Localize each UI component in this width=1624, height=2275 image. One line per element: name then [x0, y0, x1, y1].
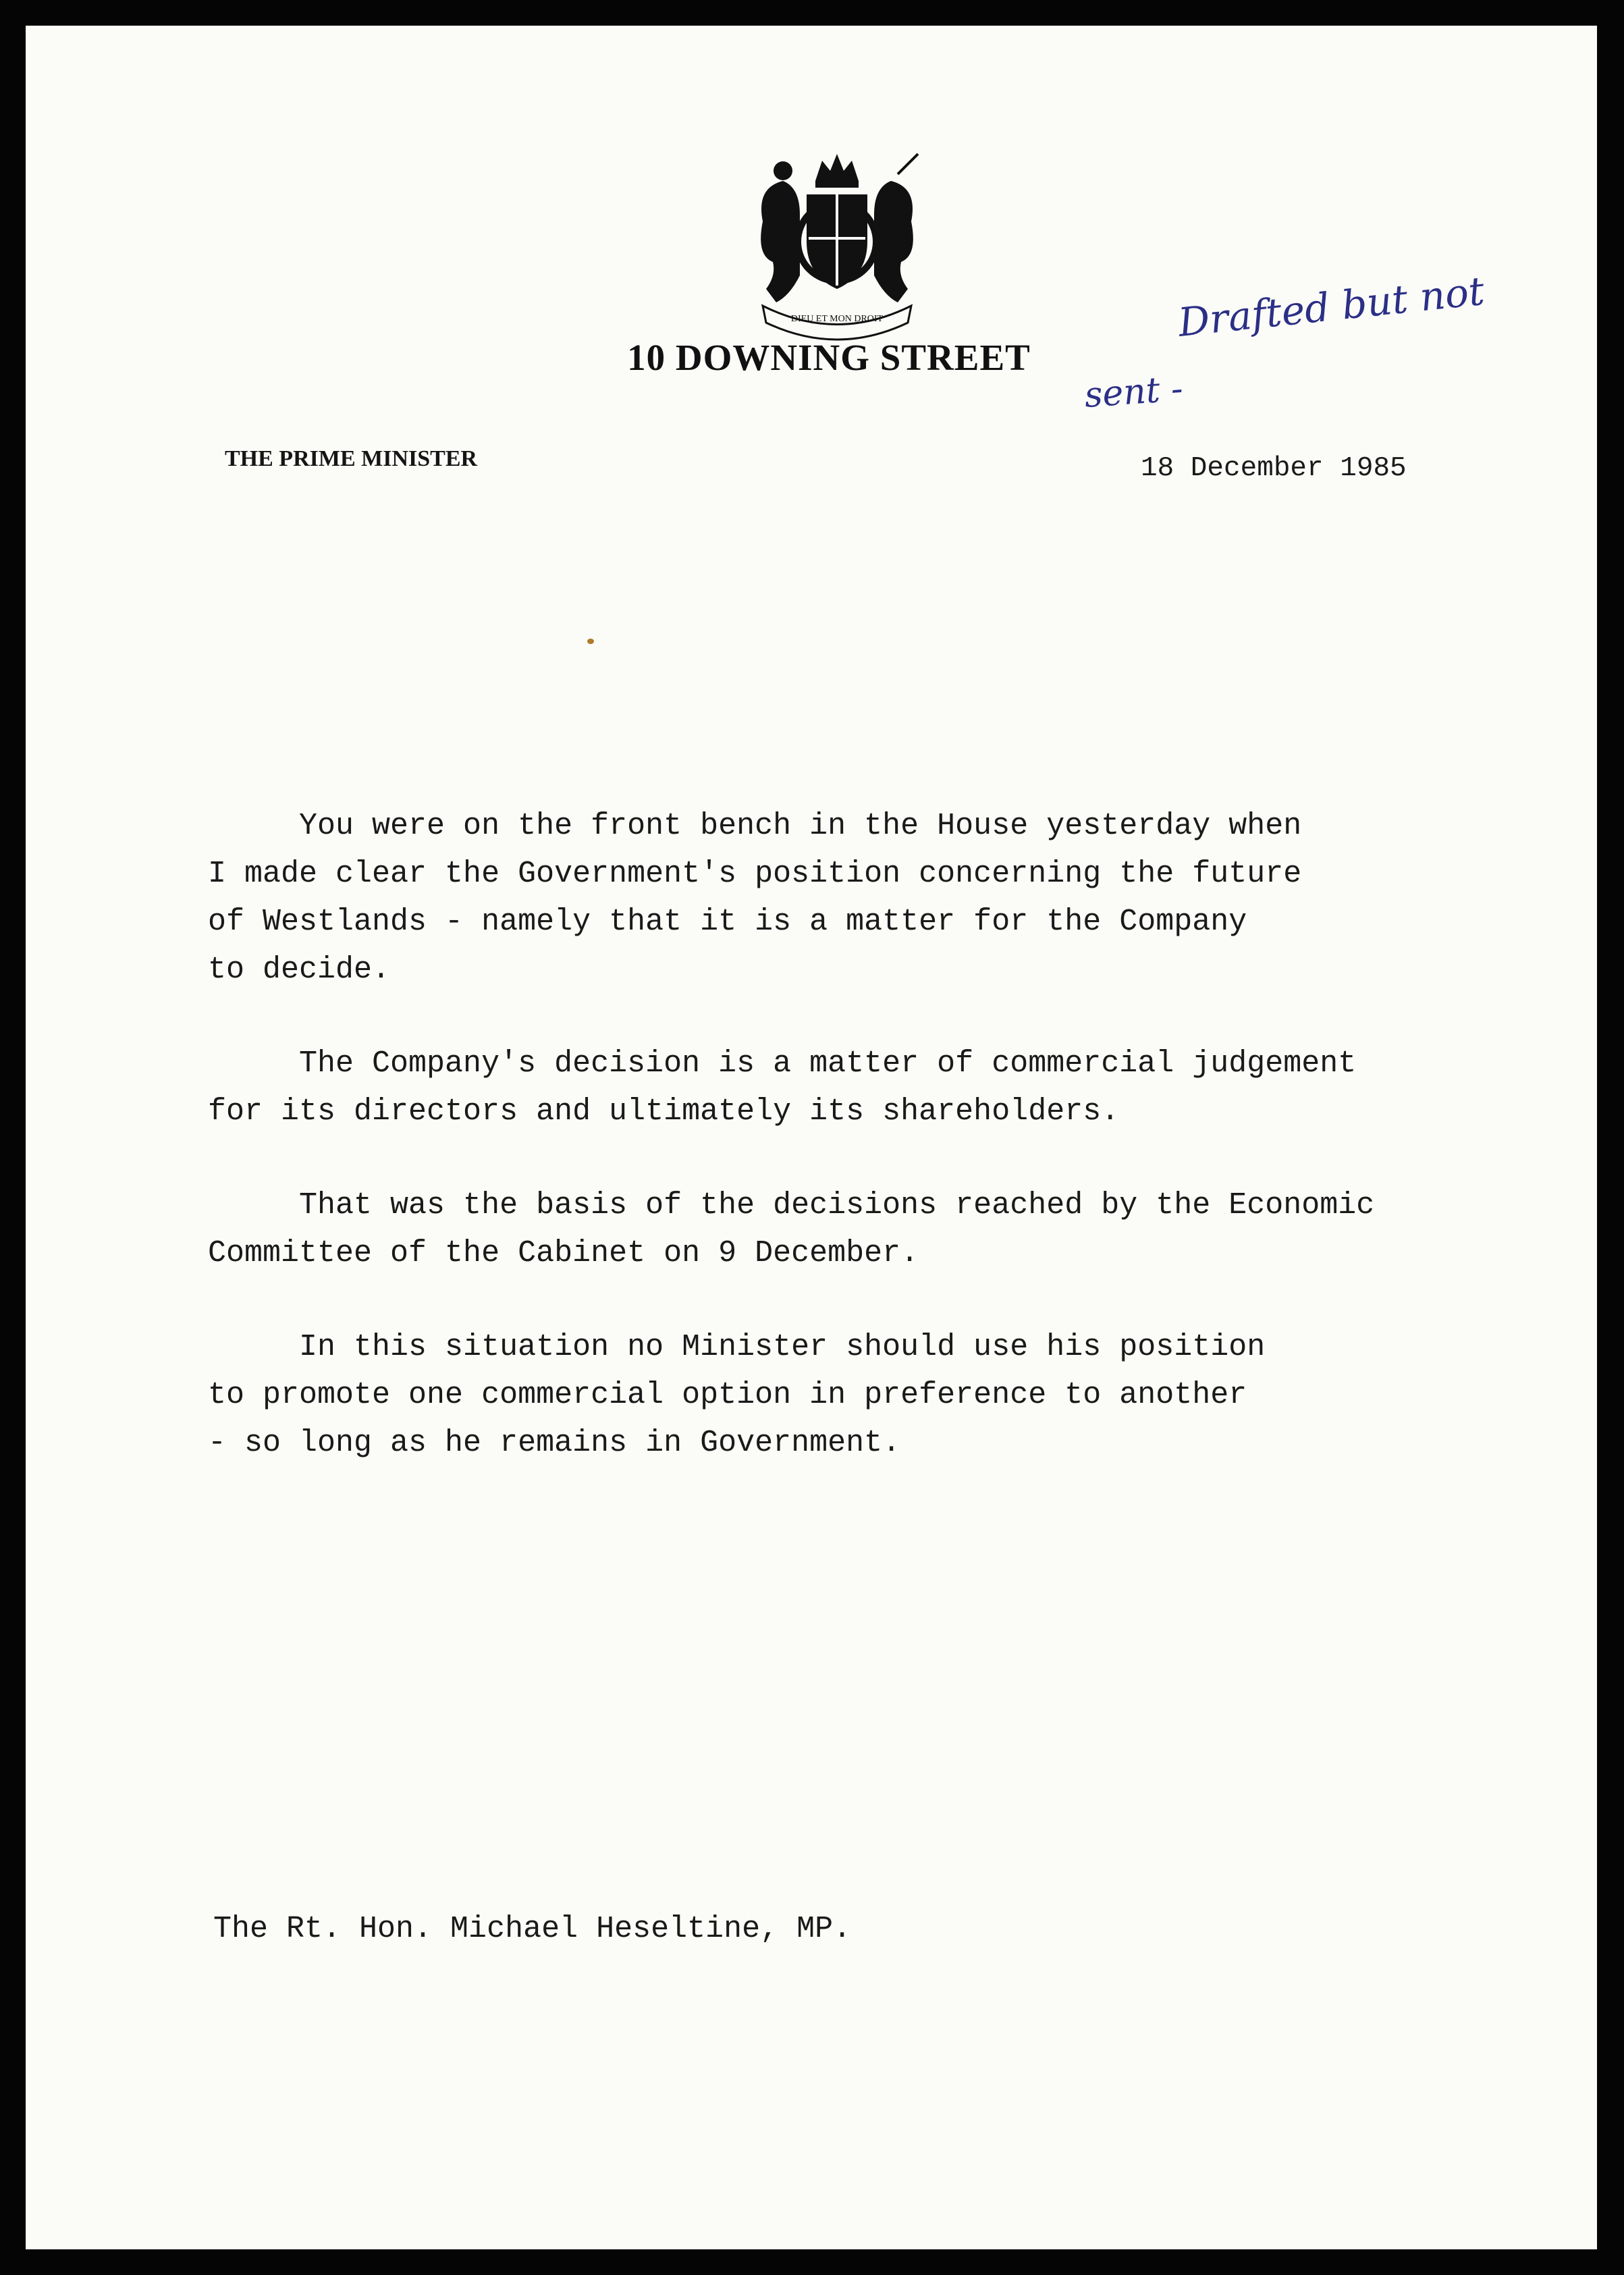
crest-motto: DIEU ET MON DROIT	[790, 314, 884, 324]
letterhead-sender: THE PRIME MINISTER	[225, 446, 478, 471]
letter-body	[208, 802, 1531, 1513]
annotation-line-2: sent -	[1083, 368, 1185, 416]
letter-date: 18 December 1985	[1141, 453, 1407, 484]
body-paragraph: You were on the front bench in the House yesterday when I made clear the Government's position concerning the future of Westlands - namely that it is a matter for the Company to decide.	[208, 809, 1302, 987]
annotation-line-1: Drafted but not	[1176, 267, 1487, 346]
letterhead-address: 10 DOWNING STREET	[627, 337, 1031, 378]
paper-stain	[587, 639, 594, 644]
royal-coat-of-arms-icon	[736, 140, 938, 343]
body-paragraph: The Company's decision is a matter of commercial judgement for its directors and ultimately its shareholders.	[208, 1046, 1357, 1129]
body-paragraph: In this situation no Minister should use his position to promote one commercial option in preference to another - so long as he remains in Government.	[208, 1330, 1266, 1460]
letter-page	[26, 26, 1597, 2249]
handwritten-annotation	[1065, 262, 1551, 437]
body-paragraph: That was the basis of the decisions reached by the Economic Committee of the Cabinet on 9 December.	[208, 1188, 1375, 1270]
letter-recipient: The Rt. Hon. Michael Heseltine, MP.	[213, 1912, 852, 1946]
